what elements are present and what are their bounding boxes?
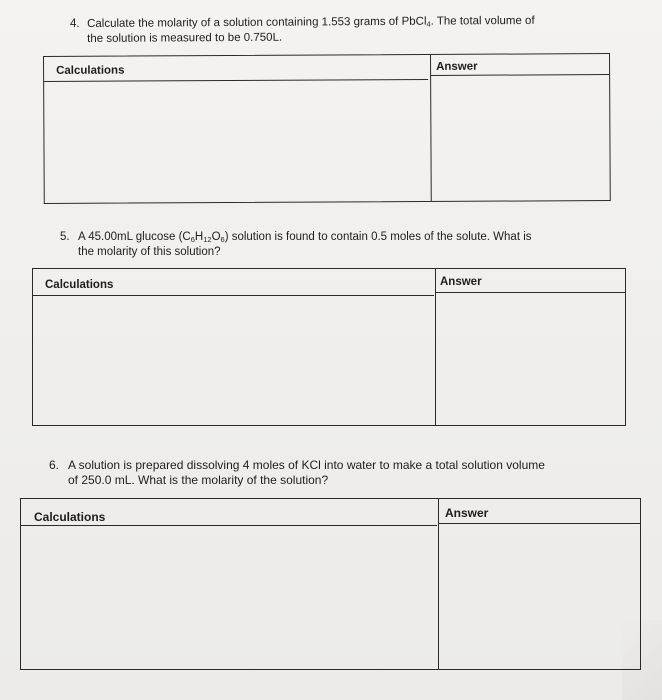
answer-cell[interactable]: [432, 76, 610, 201]
question-4: [70, 14, 630, 51]
question-6: [49, 458, 639, 492]
calculations-header: Calculations: [56, 64, 125, 77]
calculations-header: Calculations: [45, 279, 114, 291]
question-text: A solution is prepared dissolving 4 moles of KCl into water to make a total solution volume of 250.0 mL. What is the molarity of the solution?: [68, 458, 545, 487]
answer-header: Answer: [440, 276, 482, 288]
answer-header: Answer: [436, 60, 478, 73]
question-number: 5.: [60, 231, 70, 243]
answer-cell[interactable]: [440, 525, 640, 669]
answer-table-4: [43, 53, 611, 204]
column-divider: [435, 269, 436, 425]
header-divider: [33, 295, 434, 296]
answer-table-5: [32, 268, 626, 426]
calculations-header: Calculations: [34, 510, 106, 524]
calculations-cell[interactable]: [21, 527, 437, 669]
question-text: Calculate the molarity of a solution containing 1.553 grams of PbCl$_4$. The total volume of the solution is measured to be 0.750L.: [87, 14, 535, 45]
answer-table-6: [20, 498, 641, 670]
header-divider: [438, 523, 640, 524]
header-divider: [435, 292, 625, 293]
paper-shadow: [622, 620, 662, 700]
question-text: A 45.00mL glucose $(C_6H_{12}O_6)$ solution is found to contain 0.5 moles of the solute. What is the molarity of this solution?: [78, 231, 532, 258]
calculations-cell[interactable]: [33, 297, 434, 425]
header-divider: [21, 525, 437, 526]
answer-cell[interactable]: [437, 294, 625, 425]
question-number: 6.: [49, 458, 60, 472]
answer-header: Answer: [445, 506, 489, 520]
question-5: [60, 230, 620, 264]
question-number: 4.: [70, 18, 80, 30]
calculations-cell[interactable]: [44, 81, 430, 203]
column-divider: [438, 499, 439, 669]
